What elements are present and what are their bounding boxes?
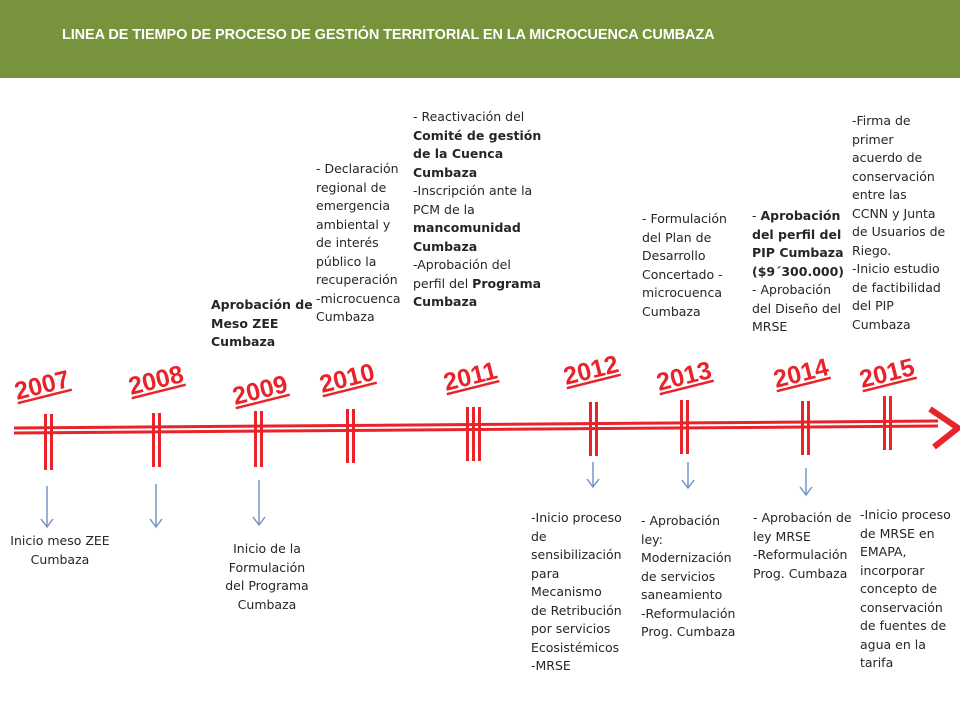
tick-2015 — [883, 396, 892, 450]
year-label-2012: 2012 — [560, 350, 622, 391]
tick-2008 — [152, 413, 161, 467]
note-2014-below: - Aprobación de ley MRSE -Reformulación Prog. Cumbaza — [753, 510, 852, 581]
note-2014-above: - Aprobación del perfil del PIP Cumbaza ($9´300.000) - Aprobación del Diseño del MRSE — [752, 208, 845, 334]
note-2011-above: - Reactivación del Comité de gestión de la Cuenca Cumbaza -Inscripción ante la PCM de la mancomunidad Cumbaza -Aprobación del perfil del Programa Cumbaza — [413, 109, 542, 309]
year-label-2013: 2013 — [653, 356, 715, 397]
note-2013-above: - Formulación del Plan de Desarrollo Concertado - microcuenca Cumbaza — [642, 211, 727, 319]
tick-2007 — [44, 414, 53, 470]
note-2010-above: - Declaración regional de emergencia ambiental y de interés público la recuperación -microcuenca Cumbaza — [316, 161, 401, 324]
arrow-down-icon-2009 — [253, 480, 265, 525]
tick-2011 — [466, 407, 481, 461]
tick-2010 — [346, 409, 355, 463]
arrow-down-icon-2014 — [800, 468, 812, 495]
timeline-arrowhead-icon — [930, 409, 958, 447]
year-label-2009: 2009 — [229, 370, 291, 411]
arrow-down-icon-2007 — [41, 486, 53, 527]
note-2007-below: Inicio meso ZEE Cumbaza — [10, 533, 110, 567]
note-2015-above: -Firma de primer acuerdo de conservación entre las CCNN y Junta de Usuarios de Riego. -Inicio estudio de factibilidad del PIP Cumbaza — [852, 113, 946, 332]
arrow-down-icon-2013 — [682, 462, 694, 488]
year-label-2008: 2008 — [125, 360, 187, 401]
note-2012-below: -Inicio proceso de sensibilización para Mecanismo de Retribución por servicios Ecosistémicos -MRSE — [531, 510, 622, 673]
year-label-2015: 2015 — [856, 353, 918, 394]
page-title: LINEA DE TIEMPO DE PROCESO DE GESTIÓN TERRITORIAL EN LA MICROCUENCA CUMBAZA — [62, 27, 715, 43]
year-label-2007: 2007 — [11, 365, 73, 406]
note-2009-above: Aprobación de Meso ZEE Cumbaza — [211, 297, 313, 349]
note-2009-below: Inicio de la Formulación del Programa Cumbaza — [225, 541, 309, 612]
year-label-2010: 2010 — [316, 358, 378, 399]
year-label-2014: 2014 — [770, 353, 832, 394]
tick-2009 — [254, 411, 263, 467]
note-2013-below: - Aprobación ley: Modernización de servicios saneamiento -Reformulación Prog. Cumbaza — [641, 513, 736, 639]
year-label-2011: 2011 — [440, 356, 501, 397]
arrow-down-icon-2008 — [150, 484, 162, 527]
note-2015-below: -Inicio proceso de MRSE en EMAPA, incorporar concepto de conservación de fuentes de agua en la tarifa — [860, 507, 951, 670]
arrow-down-icon-2012 — [587, 462, 599, 487]
